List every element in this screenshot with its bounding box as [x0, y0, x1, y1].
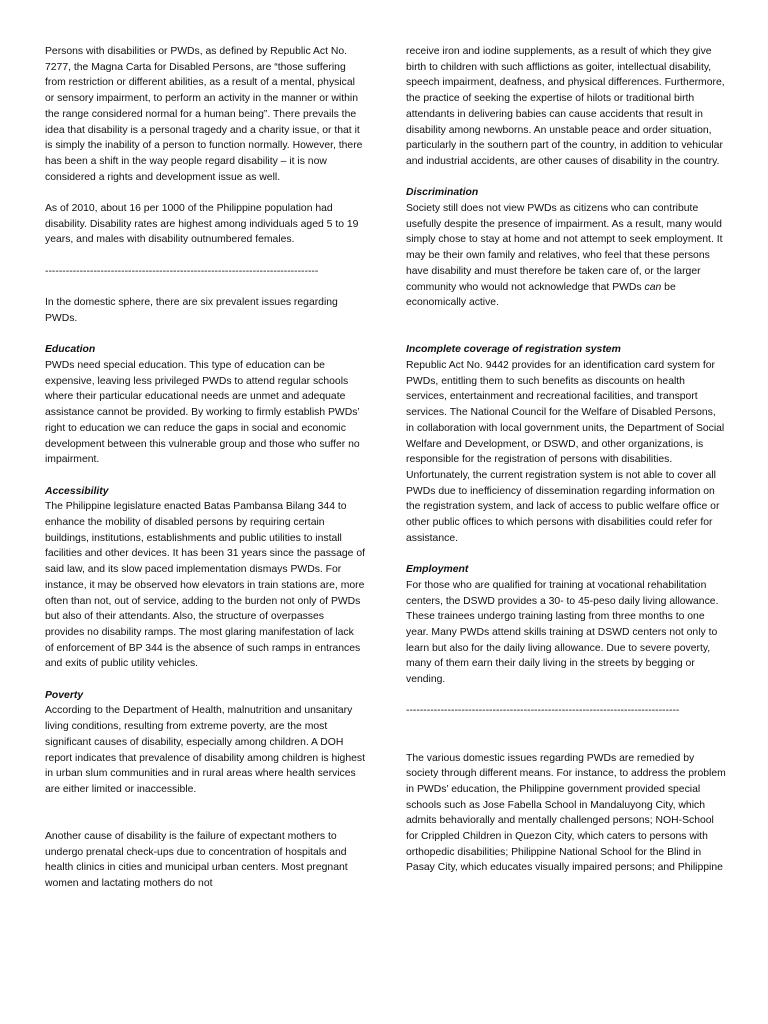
accessibility-paragraph: The Philippine legislature enacted Batas Pambansa Bilang 344 to enhance the mobility of disabled persons by requiring certain buildings, institutions, establishments and public utilities to install facilities and other devices. It has been 31 years since the passage of said law, and its slow paced implementation dismays PWDs. For instance, it may be observed how elevators in train stations are, more often than not, out of service, adding to the burden not only of PWDs but also of their attendants. Also, the structure of overpasses provides no disability ramps. The most glaring manifestation of lack of enforcement of BP 344 is the absence of such ramps in entrances and exits of public utility vehicles. [45, 501, 365, 670]
discrimination-text-start: Society still does not view PWDs as citizens who can contribute usefully despite the presence of impairment. As a result, many would simply chose to stay at home and not attempt to seek employment. It may be their own family and relatives, who feel that these persons have disability and must therefore be taken care of, or the larger community who would not acknowledge that PWDs [406, 203, 723, 293]
discrimination-text-end: be economically active. [406, 281, 676, 309]
registration-heading: Incomplete coverage of registration system [406, 344, 621, 356]
issues-intro-paragraph: In the domestic sphere, there are six prevalent issues regarding PWDs. [45, 297, 338, 324]
section-divider: ------------------------------------------------------------------------------- [406, 705, 680, 717]
right-column [406, 44, 726, 876]
remedies-paragraph: The various domestic issues regarding PWDs are remedied by society through different means. For instance, to address the problem in PWDs’ education, the Philippine government provided special schools such as Jose Fabella School in Mandaluyong City, which admits behaviorally and mentally challenged persons; NOH-School for Crippled Children in Quezon City, which caters to persons with orthopedic disabilities; Philippine National School for the Blind in Pasay City, which educates visually impaired persons; and Philippine [406, 752, 726, 874]
continued-paragraph: receive iron and iodine supplements, as a result of which they give birth to children with such afflictions as goiter, intellectual disability, speech impairment, deafness, and physical differences. Furthermore, the practice of seeking the expertise of hilots or traditional birth attendants in delivering babies can cause accidents that result in disability among newborns. An unstable peace and order situation, particularly in the southern part of the country, in addition to vehicular and industrial accidents, are other causes of disability in the country. [406, 46, 725, 167]
employment-heading: Employment [406, 564, 469, 576]
employment-paragraph: For those who are qualified for training at vocational rehabilitation centers, the DSWD provides a 30- to 45-peso daily living allowance. These trainees undergo training lasting from three months to one year. Many PWDs attend skills training at DSWD centers not only to learn but also for the daily living allowance. Due to severe poverty, many of them earn their daily living in the streets by begging or vending. [406, 579, 719, 686]
section-divider: ------------------------------------------------------------------------------- [45, 265, 319, 277]
education-paragraph: PWDs need special education. This type of education can be expensive, leaving less privileged PWDs to attend regular schools where their particular educational needs are unmet and adequate assistance cannot be provided. By working to firmly establish PWDs’ right to education we can reduce the gaps in social and economic development between this vulnerable group and those who suffer no impairment. [45, 360, 360, 466]
discrimination-paragraph [406, 201, 726, 311]
discrimination-emphasis: can [644, 281, 662, 293]
accessibility-heading: Accessibility [45, 485, 109, 497]
left-column [45, 44, 365, 892]
discrimination-heading: Discrimination [406, 187, 479, 199]
poverty-paragraph: According to the Department of Health, malnutrition and unsanitary living conditions, resulting from extreme poverty, are the most significant causes of disability, especially among children. A DOH report indicates that prevalence of disability among children is highest in urban slum communities and in rural areas where health services are either limited or inaccessible. [45, 705, 365, 795]
education-heading: Education [45, 344, 96, 356]
poverty-heading: Poverty [45, 689, 84, 701]
registration-paragraph: Republic Act No. 9442 provides for an identification card system for PWDs, entitling them to such benefits as discounts on health services, entertainment and recreational facilities, and transport services. The National Council for the Welfare of Disabled Persons, in collaboration with local government units, the Department of Social Welfare and Development, or DSWD, and other organizations, is responsible for the registration of persons with disabilities. Unfortunately, the current registration system is not able to cover all PWDs due to inefficiency of dissemination regarding information on the registration system, and lack of access to public welfare office or other public offices to which persons with disabilities could refer for assistance. [406, 360, 725, 544]
statistics-paragraph: As of 2010, about 16 per 1000 of the Philippine population had disability. Disability rates are highest among individuals aged 5 to 19 years, and males with disability outnumbered females. [45, 203, 359, 246]
intro-paragraph: Persons with disabilities or PWDs, as defined by Republic Act No. 7277, the Magna Carta for Disabled Persons, are “those suffering from restriction or different abilities, as a result of a mental, physical or sensory impairment, to perform an activity in the manner or within the range considered normal for a human being”. There prevails the idea that disability is a personal tragedy and a charity issue, or that it is simply the inability of a person to function normally. However, there has been a shift in the way people regard disability – it is now considered a rights and development issue as well. [45, 46, 363, 183]
prenatal-paragraph: Another cause of disability is the failure of expectant mothers to undergo prenatal check-ups due to concentration of hospitals and health clinics in cities and municipal urban centers. Most pregnant women and lactating mothers do not [45, 831, 348, 890]
